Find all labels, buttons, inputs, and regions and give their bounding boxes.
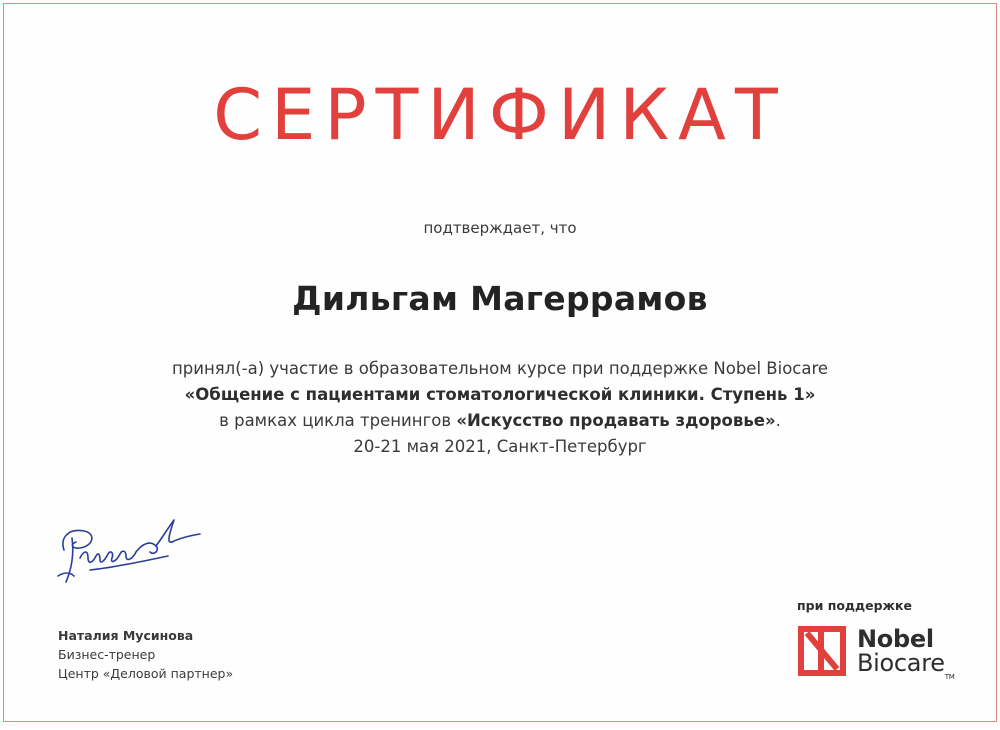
series-suffix: . (775, 411, 781, 430)
support-label: при поддержке (797, 598, 912, 613)
signer-name: Наталия Мусинова (58, 628, 194, 643)
nobel-biocare-n-icon (797, 625, 847, 677)
series-line (0, 408, 1000, 434)
logo-wordmark (857, 625, 955, 681)
date-place-line: 20-21 мая 2021, Санкт-Петербург (353, 437, 647, 456)
signer-role: Бизнес-тренер (58, 647, 156, 662)
series-name: «Искусство продавать здоровье» (456, 411, 776, 430)
logo-word-nobel: Nobel (857, 625, 934, 653)
signer-block (58, 626, 233, 683)
logo-word-biocare-line (857, 649, 955, 681)
course-name-line (0, 382, 1000, 408)
certificate-title: СЕРТИФИКАТ (213, 74, 787, 156)
trademark-mark: TM (944, 673, 955, 681)
certificate-body (0, 356, 1000, 460)
nobel-biocare-logo (797, 625, 967, 679)
confirms-text: подтверждает, что (423, 219, 577, 237)
course-name: «Общение с пациентами стоматологической клиники. Ступень 1» (184, 385, 816, 404)
signer-organization: Центр «Деловой партнер» (58, 666, 234, 681)
logo-word-biocare: Biocare (857, 649, 945, 677)
handwritten-signature (50, 498, 210, 593)
series-prefix: в рамках цикла тренингов (219, 411, 457, 430)
participation-line: принял(-а) участие в образовательном курсе при поддержке Nobel Biocare (171, 359, 829, 378)
recipient-name: Дильгам Магеррамов (292, 279, 708, 318)
